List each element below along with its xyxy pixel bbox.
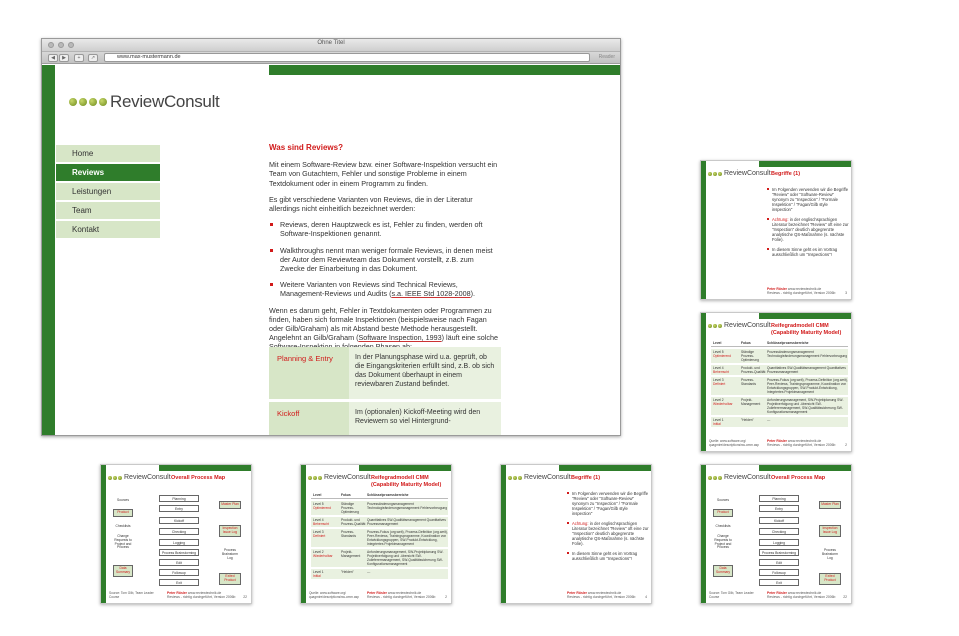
paragraph-2: Es gibt verschiedene Varianten von Reviews, die in der Literatur allerdings nicht einheitlich bezeichnet werden:	[269, 194, 473, 214]
slide-title: Begriffe (1)	[571, 475, 601, 481]
process-input: Change Requests to Project and Process	[714, 534, 732, 550]
logo-text: ReviewConsult	[110, 92, 220, 111]
slide-logo	[108, 474, 171, 481]
footer-author: Peter Rösler	[567, 591, 587, 595]
process-input: Data Summary	[113, 565, 133, 577]
footer-author: Peter Rösler	[167, 591, 187, 595]
cell-level	[311, 502, 341, 514]
process-step: Checking	[159, 528, 199, 535]
browser-window	[41, 38, 621, 436]
process-output: Master Plan	[819, 501, 841, 509]
level-number: Level 4	[713, 366, 724, 370]
process-step: Checking	[759, 528, 799, 535]
slide-logo-text: ReviewConsult	[724, 170, 771, 177]
cmm-table	[711, 341, 848, 427]
slide-bullet: In diesem Sinne geht es im Vortrag ausschließlich um "Inspections"!	[567, 551, 649, 561]
warning-word: Achtung:	[572, 521, 589, 526]
table-row	[269, 402, 501, 436]
cell-focus: Projekt-Management	[341, 550, 361, 558]
cell-kpa: ---	[767, 418, 771, 422]
back-button[interactable]: ◀	[48, 54, 58, 62]
slide-logo	[708, 322, 771, 329]
footer-site: www.reviewtechnik.de	[186, 591, 222, 595]
window-title: Ohne Titel	[317, 40, 345, 46]
slide-logo	[708, 170, 771, 177]
logo-dots-icon	[69, 98, 107, 106]
slide-title: Reifegradmodell CMM (Capability Maturity Model)	[371, 475, 442, 488]
process-step: Edit	[159, 559, 199, 566]
level-number: Level 3	[713, 378, 724, 382]
slide-page-number: 22	[243, 595, 247, 599]
paragraph-text: Wenn es darum geht, Fehler in Textdokumenten oder Programmen zu finden, haben sich formale Inspektionen (beispielsweise nach Fagan oder Gilb/Graham) als mit Abstand beste Methode herausgestellt. Angelehnt an Gilb/Graham (	[269, 305, 492, 343]
table-row	[311, 549, 448, 567]
process-input: Product	[713, 509, 733, 517]
table-row	[711, 377, 848, 395]
slide-left-bar	[301, 465, 306, 603]
slide-bar-gap	[706, 313, 759, 319]
process-step: Logging	[759, 539, 799, 546]
slide-title: Begriffe (1)	[771, 171, 801, 177]
header-focus: Fokus	[341, 493, 351, 497]
footer-author: Peter Rösler	[767, 287, 787, 291]
cell-kpa: Prozessänderungsmanagement Technologieänderungsmanagement Fehlervorbeugung	[767, 350, 848, 358]
slide-process-map	[100, 464, 252, 604]
cell-level	[311, 550, 341, 566]
header-level: Level	[313, 493, 322, 497]
phase-description: In der Planungsphase wird u.a. geprüft, ob die Eingangskriterien erfüllt sind, z.B. ob sich das Dokument überhaupt in einem reviewbaren Zustand befindet.	[349, 347, 501, 399]
slide-source: Source: Tom Gilb, Team Leader Course	[109, 591, 154, 599]
logo-dots-icon	[508, 476, 522, 480]
cell-level	[311, 570, 341, 578]
slide-page-number: 2	[445, 595, 447, 599]
level-name: Optimierend	[713, 354, 731, 358]
process-step: Entry	[159, 505, 199, 512]
slide-bullet: In diesem Sinne geht es im Vortrag ausschließlich um "Inspections"!	[767, 247, 849, 257]
slide-footer	[767, 287, 835, 295]
level-name: Definiert	[713, 382, 726, 386]
list-item-text: ).	[470, 289, 475, 299]
level-name: Beherrscht	[713, 370, 729, 374]
cell-focus: Prozess-Standards	[341, 530, 357, 538]
cell-level	[711, 378, 741, 394]
slide-footer	[767, 439, 835, 447]
browser-toolbar	[42, 52, 620, 64]
cell-kpa: Quantitatives SW-Qualitätsmanagement Quantitatives Prozessmanagement	[367, 518, 446, 526]
paragraph-text: ) läuft eine solche	[441, 333, 498, 343]
logo-dots-icon	[708, 172, 722, 176]
process-step: Process Brainstorming	[159, 549, 199, 556]
site-logo[interactable]	[69, 92, 219, 112]
process-output: Exited Product	[819, 573, 841, 585]
url-text: www.max-mustermann.de	[117, 54, 181, 60]
slide-logo	[708, 474, 771, 481]
paragraph-1: Mit einem Software-Review bzw. einer Software-Inspektion versucht ein Team von Gutachtern, Fehler und sonstige Probleme in einem Textdokument oder in einem Programm zu finden.	[269, 160, 498, 188]
footer-line2: Reviews - richtig durchgeführt, Version 2006b	[367, 595, 436, 599]
slide-body	[767, 187, 849, 262]
logo-dots-icon	[708, 476, 722, 480]
level-number: Level 5	[713, 350, 724, 354]
cell-focus: Ständige Prozess-Optimierung	[741, 350, 759, 362]
slide-cmm-2	[300, 464, 452, 604]
process-step: Edit	[759, 559, 799, 566]
forward-button[interactable]: ▶	[59, 54, 69, 62]
table-row	[311, 569, 448, 579]
level-name: Definiert	[313, 534, 326, 538]
slide-page-number: 3	[845, 291, 847, 295]
cell-kpa: Anforderungsmanagement, SW-Projektplanung SW-Projektverfolgung und -übersicht SW-Zulieferermanagement, SW-Qualitätssicherung SW-Konfigurationsmanagement	[767, 398, 844, 414]
process-input: Sources	[716, 498, 730, 502]
nav-item-kontakt[interactable]: Kontakt	[56, 221, 160, 238]
process-input: Data Summary	[713, 565, 733, 577]
logo-dots-icon	[308, 476, 322, 480]
nav-item-leistungen[interactable]: Leistungen	[56, 183, 160, 200]
process-step: Planning	[759, 495, 799, 502]
slide-logo-text: ReviewConsult	[724, 474, 771, 481]
cell-focus: Prozess-Standards	[741, 378, 757, 386]
variants-list	[269, 220, 499, 298]
cell-level	[711, 366, 741, 374]
table-row	[311, 529, 448, 547]
cell-focus: Produkt- und Prozess-Qualität	[741, 366, 766, 374]
phase-name: Planning & Entry	[269, 347, 349, 399]
left-green-bar	[42, 65, 55, 436]
cell-focus: Projekt-Management	[741, 398, 761, 406]
footer-site: www.reviewtechnik.de	[786, 439, 822, 443]
header-kpa: Schlüsselprozessbereiche	[767, 341, 809, 345]
slide-bullet-text: in der englischsprachigen Literatur bezeichnet "Review" oft eine zur "Inspection" deutlich abgegrenzte analytische QS-Maßnahme (s. nächste Folie).	[772, 217, 849, 242]
cell-kpa: Quantitatives SW-Qualitätsmanagement Quantitatives Prozessmanagement	[767, 366, 846, 374]
cell-kpa: Prozess-Fokus (org.weit), Prozess-Definition (org.weit), Peer-Reviews, Trainingsprogramme, Koordination von Entwicklungsgruppen, SW-Produkt-Entwicklung, Integriertes Projektmanagement	[767, 378, 848, 394]
slide-bullet	[767, 217, 849, 242]
process-step: Exit	[759, 579, 799, 586]
slide-source: Quelle: www.software.org/ quagmire/descriptions/sw-cmm.asp	[309, 591, 359, 599]
cell-focus: "Helden"	[741, 418, 754, 422]
share-button[interactable]: ↗	[88, 54, 98, 62]
slide-logo-text: ReviewConsult	[524, 474, 571, 481]
process-output: Exited Product	[219, 573, 241, 585]
slide-left-bar	[101, 465, 106, 603]
site-nav	[56, 145, 160, 240]
table-row	[711, 349, 848, 363]
add-bookmark-button[interactable]: +	[74, 54, 84, 62]
process-step: Kickoff	[159, 517, 199, 524]
slide-page-number: 4	[645, 595, 647, 599]
slide-process-map-2	[700, 464, 852, 604]
header-kpa: Schlüsselprozessbereiche	[367, 493, 409, 497]
web-page	[42, 65, 620, 436]
level-name: Beherrscht	[313, 522, 329, 526]
footer-site: www.reviewtechnik.de	[786, 591, 822, 595]
slide-logo-text: ReviewConsult	[724, 322, 771, 329]
level-name: Optimierend	[313, 506, 331, 510]
slide-title: Overall Process Map	[171, 475, 226, 481]
footer-line2: Reviews - richtig durchgeführt, Version 2006b	[567, 595, 636, 599]
nav-item-team[interactable]: Team	[56, 202, 160, 219]
process-output: Process Brainstorm Log	[822, 548, 838, 560]
phases-table	[269, 347, 501, 436]
logo-dots-icon	[108, 476, 122, 480]
cell-kpa: Prozessänderungsmanagement Technologieänderungsmanagement Fehlervorbeugung	[367, 502, 448, 510]
process-input: Checklists	[715, 524, 731, 528]
slide-logo-text: ReviewConsult	[324, 474, 371, 481]
cell-level	[311, 518, 341, 526]
footer-site: www.reviewtechnik.de	[586, 591, 622, 595]
reader-button[interactable]: Reader	[598, 54, 615, 60]
slide-title: Reifegradmodell CMM (Capability Maturity Model)	[771, 323, 842, 336]
cell-focus: Produkt- und Prozess-Qualität	[341, 518, 366, 526]
level-name: Wiederholbar	[713, 402, 733, 406]
footer-line2: Reviews - richtig durchgeführt, Version 2006b	[167, 595, 236, 599]
slide-bullet	[567, 521, 649, 546]
warning-word: Achtung:	[772, 217, 789, 222]
cell-kpa: Anforderungsmanagement, SW-Projektplanung SW-Projektverfolgung und -übersicht SW-Zulieferermanagement, SW-Qualitätssicherung SW-Konfigurationsmanagement	[367, 550, 444, 566]
table-row	[311, 517, 448, 527]
slide-footer	[367, 591, 435, 599]
cell-focus: "Helden"	[341, 570, 354, 574]
cell-kpa: Prozess-Fokus (org.weit), Prozess-Definition (org.weit), Peer-Reviews, Trainingsprogramme, Koordination von Entwicklungsgruppen, SW-Produkt-Entwicklung, Integriertes Projektmanagement	[367, 530, 448, 546]
cell-kpa: ---	[367, 570, 371, 574]
gilb-link[interactable]: Software Inspection, 1993	[358, 333, 442, 343]
slide-left-bar	[701, 465, 706, 603]
slide-body	[567, 491, 649, 566]
slide-footer	[767, 591, 835, 599]
process-output: Inspection Issue Log	[819, 525, 841, 537]
table-header	[711, 341, 848, 347]
table-row	[711, 417, 848, 427]
process-step: Followup	[759, 569, 799, 576]
slide-footer	[167, 591, 235, 599]
cmm-table	[311, 493, 448, 579]
cell-level	[711, 418, 741, 426]
table-row	[711, 397, 848, 415]
table-header	[311, 493, 448, 499]
slide-page-number: 2	[845, 443, 847, 447]
slide-bullet: Im Folgenden verwenden wir die Begriffe "Review" oder "Software-Review" synonym zu "Inspection" / "Formale Inspektion" / "Fagan/Gilb style inspection"	[767, 187, 849, 212]
header-focus: Fokus	[741, 341, 751, 345]
slide-bar-gap	[706, 161, 759, 167]
top-green-bar	[269, 65, 620, 75]
level-number: Level 5	[313, 502, 324, 506]
process-step: Entry	[759, 505, 799, 512]
process-input: Product	[113, 509, 133, 517]
level-name: Wiederholbar	[313, 554, 333, 558]
nav-item-home[interactable]: Home	[56, 145, 160, 162]
cell-level	[711, 398, 741, 414]
ieee-link[interactable]: s.a. IEEE Std 1028-2008	[391, 289, 471, 299]
slide-begriffe-2	[500, 464, 652, 604]
list-item: Reviews, deren Hauptzweck es ist, Fehler zu finden, werden oft Software-Inspektionen genannt.	[269, 220, 499, 238]
main-content	[269, 143, 499, 359]
slide-source: Source: Tom Gilb, Team Leader Course	[709, 591, 754, 599]
process-step: Planning	[159, 495, 199, 502]
process-step: Kickoff	[759, 517, 799, 524]
table-row	[711, 365, 848, 375]
list-item	[269, 280, 499, 298]
slide-logo-text: ReviewConsult	[124, 474, 171, 481]
slide-bar-gap	[506, 465, 559, 471]
cell-level	[311, 530, 341, 546]
list-item-text: Weitere Varianten von Reviews sind Technical Reviews, Management-Reviews und Audits (	[280, 280, 458, 299]
phase-name: Kickoff	[269, 402, 349, 436]
process-input: Sources	[116, 498, 130, 502]
footer-line2: Reviews - richtig durchgeführt, Version 2006b	[767, 595, 836, 599]
footer-site: www.reviewtechnik.de	[386, 591, 422, 595]
slide-begriffe	[700, 160, 852, 300]
level-number: Level 1	[713, 418, 724, 422]
level-number: Level 1	[313, 570, 324, 574]
level-number: Level 2	[313, 550, 324, 554]
slide-left-bar	[501, 465, 506, 603]
address-bar[interactable]	[104, 53, 590, 62]
slide-footer	[567, 591, 635, 599]
page-heading: Was sind Reviews?	[269, 143, 343, 152]
slide-logo	[308, 474, 371, 481]
process-step: Logging	[159, 539, 199, 546]
level-name: Initial	[713, 422, 721, 426]
table-row	[269, 347, 501, 399]
title-bar	[42, 39, 620, 52]
level-name: Initial	[313, 574, 321, 578]
slide-bullet-text: in der englischsprachigen Literatur bezeichnet "Review" oft eine zur "Inspection" deutlich abgegrenzte analytische QS-Maßnahme (s. nächste Folie).	[572, 521, 649, 546]
nav-item-reviews[interactable]: Reviews	[56, 164, 160, 181]
slide-bar-gap	[106, 465, 159, 471]
slide-left-bar	[701, 313, 706, 451]
list-item: Walkthroughs nennt man weniger formale Reviews, in denen meist der Autor dem Reviewteam das Dokument vorstellt, z.B. zum Zwecke der Einarbeitung in das Dokument.	[269, 246, 499, 274]
slide-logo	[508, 474, 571, 481]
process-output: Inspection Issue Log	[219, 525, 241, 537]
footer-author: Peter Rösler	[767, 591, 787, 595]
slide-source: Quelle: www.software.org/ quagmire/descriptions/sw-cmm.asp	[709, 439, 759, 447]
level-number: Level 4	[313, 518, 324, 522]
process-step: Process Brainstorming	[759, 549, 799, 556]
slide-bar-gap	[706, 465, 759, 471]
paragraph-3	[269, 306, 499, 352]
level-number: Level 3	[313, 530, 324, 534]
slide-title: Overall Process Map	[771, 475, 826, 481]
cell-level	[711, 350, 741, 362]
process-output: Master Plan	[219, 501, 241, 509]
slide-bullet: Im Folgenden verwenden wir die Begriffe "Review" oder "Software-Review" synonym zu "Inspection" / "Formale Inspektion" / "Fagan/Gilb style inspection"	[567, 491, 649, 516]
footer-line2: Reviews - richtig durchgeführt, Version 2006b	[767, 443, 836, 447]
process-input: Change Requests to Project and Process	[114, 534, 132, 550]
logo-dots-icon	[708, 324, 722, 328]
process-step: Followup	[159, 569, 199, 576]
slide-left-bar	[701, 161, 706, 299]
phase-description: Im (optionalen) Kickoff-Meeting wird den Reviewern so viel Hintergrund-	[349, 402, 501, 436]
process-input: Checklists	[115, 524, 131, 528]
footer-line2: Reviews - richtig durchgeführt, Version 2006b	[767, 291, 836, 295]
footer-author: Peter Rösler	[767, 439, 787, 443]
slide-page-number: 22	[843, 595, 847, 599]
level-number: Level 2	[713, 398, 724, 402]
process-output: Process Brainstorm Log	[222, 548, 238, 560]
header-level: Level	[713, 341, 722, 345]
footer-author: Peter Rösler	[367, 591, 387, 595]
table-row	[311, 501, 448, 515]
footer-site: www.reviewtechnik.de	[786, 287, 822, 291]
slide-cmm	[700, 312, 852, 452]
cell-focus: Ständige Prozess-Optimierung	[341, 502, 359, 514]
process-step: Exit	[159, 579, 199, 586]
slide-bar-gap	[306, 465, 359, 471]
